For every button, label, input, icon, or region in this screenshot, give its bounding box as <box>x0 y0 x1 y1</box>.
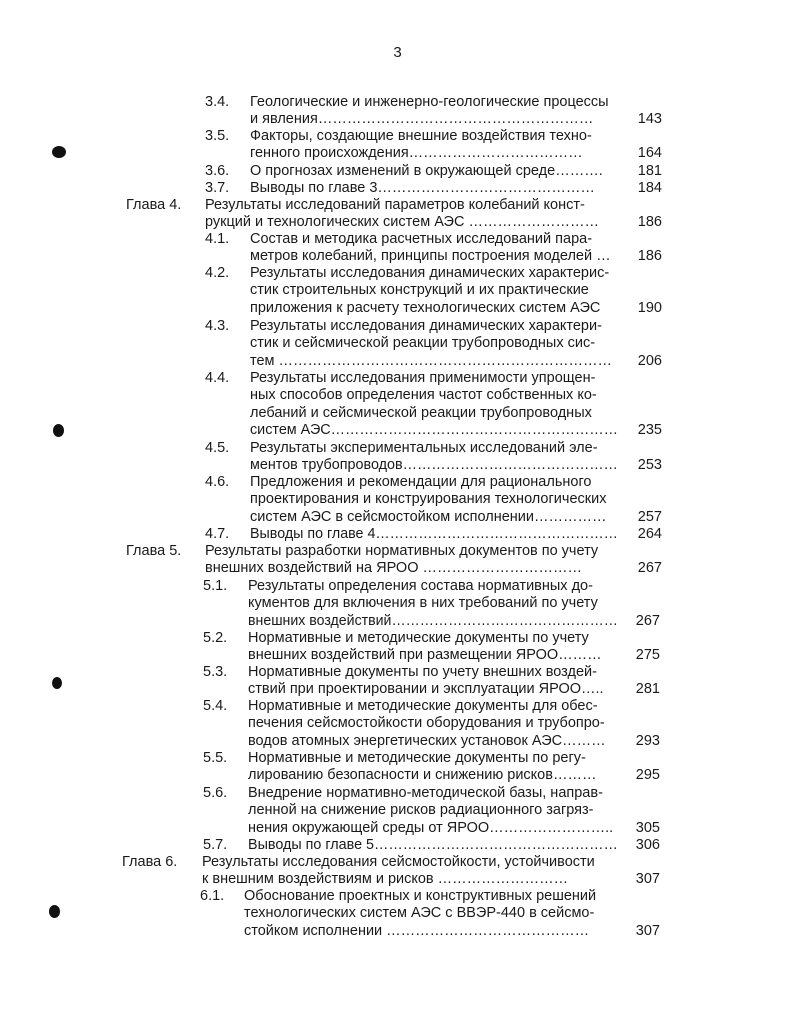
toc-entry-number: 3.4. <box>205 94 230 110</box>
toc-entry-title-line: тем …………………………………………………………… <box>250 352 613 369</box>
toc-entry-title-line: и явления………………………………………………… <box>250 111 594 128</box>
toc-page-number: 184 <box>637 180 662 196</box>
toc-entry-title-line: водов атомных энергетических установок АЭС……… <box>248 732 606 749</box>
toc-entry-number: 5.6. <box>203 785 228 801</box>
toc-page-number: 164 <box>637 145 662 162</box>
toc-entry-number: 4.2. <box>205 265 230 281</box>
toc-entry-title-line: стойком исполнении …………………………………… <box>244 922 590 939</box>
toc-entry-title-line: Результаты исследования применимости упрощен- <box>250 370 596 386</box>
toc-entry-number: 3.5. <box>205 128 230 144</box>
toc-page-number: 307 <box>635 871 660 888</box>
toc-entry-title-line: метров колебаний, принципы построения моделей … <box>250 248 611 265</box>
toc-entry-title-line: Обоснование проектных и конструктивных решений <box>244 888 597 904</box>
toc-entry-title-line: внешних воздействий на ЯРОО …………………………… <box>205 560 583 577</box>
toc-page-number: 295 <box>635 767 660 784</box>
toc-entry-title-line: систем АЭС в сейсмостойком исполнении…………… <box>250 508 607 525</box>
toc-entry-title-line: Состав и методика расчетных исследований пара- <box>250 231 593 247</box>
toc-entry-title-line: Выводы по главе 3……………………………………… <box>250 180 595 196</box>
toc-entry-title-line: Результаты экспериментальных исследований эле- <box>250 440 598 456</box>
toc-page-number: 253 <box>637 457 662 474</box>
toc-entry-number: Глава 4. <box>126 197 182 213</box>
toc-entry-title-line: приложения к расчету технологических систем АЭС <box>250 299 601 316</box>
toc-entry-title-line: стик строительных конструкций и их практические <box>250 282 589 299</box>
toc-entry-title-line: Факторы, создающие внешние воздействия техно- <box>250 128 592 144</box>
toc-entry-title-line: технологических систем АЭС с ВВЭР-440 в сейсмо- <box>244 905 595 922</box>
toc-page-number: 306 <box>635 837 660 853</box>
toc-entry-number: Глава 5. <box>126 543 182 559</box>
toc-entry-title-line: Результаты определения состава нормативных до- <box>248 578 593 594</box>
ink-blot <box>52 146 66 158</box>
toc-page-number: 267 <box>635 612 660 629</box>
toc-entry-number: 5.7. <box>203 837 228 853</box>
toc-entry-number: 4.5. <box>205 440 230 456</box>
toc-entry-number: 4.7. <box>205 526 230 542</box>
toc-entry-title-line: Внедрение нормативно-методической базы, направ- <box>248 785 603 801</box>
toc-entry-title-line: лебаний и сейсмической реакции трубопроводных <box>250 404 592 421</box>
toc-page-number: 257 <box>637 508 662 525</box>
toc-entry-title-line: систем АЭС…………………………………………………… <box>250 421 619 438</box>
toc-entry-title-line: Предложения и рекомендации для рационального <box>250 474 592 490</box>
toc-entry-title-line: ментов трубопроводов……………………………………… <box>250 457 618 474</box>
toc-entry-title-line: О прогнозах изменений в окружающей среде………. <box>250 163 603 179</box>
toc-entry-title-line: Результаты исследований параметров колебаний конст- <box>205 197 585 213</box>
toc-entry-title-line: Результаты разработки нормативных документов по учету <box>205 543 599 559</box>
toc-page-number: 186 <box>637 248 662 265</box>
toc-entry-title-line: Нормативные и методические документы для обес- <box>248 698 598 714</box>
toc-entry-number: Глава 6. <box>122 854 178 870</box>
toc-entry-number: 4.6. <box>205 474 230 490</box>
toc-entry-title-line: печения сейсмостойкости оборудования и трубопро- <box>248 715 605 732</box>
ink-blot <box>52 677 62 689</box>
toc-entry-number: 5.2. <box>203 630 228 646</box>
toc-entry-title-line: Результаты исследования динамических характерис- <box>250 265 610 281</box>
toc-page-number: 281 <box>635 681 660 698</box>
toc-page-number: 264 <box>637 526 662 542</box>
toc-page-number: 267 <box>637 560 662 577</box>
toc-entry-title-line: внешних воздействий при размещении ЯРОО……… <box>248 647 602 664</box>
toc-entry-title-line: Выводы по главе 5…………………………………………… <box>248 837 618 853</box>
toc-entry-title-line: лированию безопасности и снижению рисков……… <box>248 767 597 784</box>
toc-entry-title-line: к внешним воздействиям и рисков ……………………… <box>202 871 569 888</box>
toc-entry-number: 5.5. <box>203 750 228 766</box>
toc-page-number: 143 <box>637 111 662 128</box>
toc-entry-number: 5.4. <box>203 698 228 714</box>
toc-entry-title-line: Геологические и инженерно-геологические процессы <box>250 94 609 110</box>
toc-entry-title-line: стик и сейсмической реакции трубопроводных сис- <box>250 335 596 352</box>
toc-page-number: 293 <box>635 732 660 749</box>
toc-entry-title-line: нения окружающей среды от ЯРОО…………………….. <box>248 819 614 836</box>
toc-entry-title-line: рукций и технологических систем АЭС ……………………… <box>205 214 599 231</box>
ink-blot <box>49 905 60 918</box>
ink-blot <box>53 424 64 437</box>
toc-entry-number: 6.1. <box>200 888 225 904</box>
toc-entry-title-line: Выводы по главе 4…………………………………………… <box>250 526 618 542</box>
toc-entry-title-line: Нормативные и методические документы по учету <box>248 630 589 646</box>
toc-entry-title-line: кументов для включения в них требований по учету <box>248 595 598 612</box>
toc-page-number: 305 <box>635 819 660 836</box>
toc-page-number: 206 <box>637 352 662 369</box>
toc-page-number: 186 <box>637 214 662 231</box>
page-number: 3 <box>393 44 402 61</box>
toc-entry-title-line: генного происхождения……………………………… <box>250 145 583 162</box>
toc-page-number: 275 <box>635 647 660 664</box>
toc-entry-title-line: внешних воздействий………………………………………… <box>248 612 618 629</box>
toc-entry-title-line: Нормативные и методические документы по регу- <box>248 750 586 766</box>
toc-entry-number: 3.6. <box>205 163 230 179</box>
toc-entry-title-line: Результаты исследования сейсмостойкости, устойчивости <box>202 854 595 870</box>
toc-page-number: 235 <box>637 421 662 438</box>
toc-entry-number: 5.1. <box>203 578 228 594</box>
toc-entry-title-line: ленной на снижение рисков радиационного загряз- <box>248 802 594 819</box>
toc-entry-title-line: ных способов определения частот собственных ко- <box>250 387 597 404</box>
toc-entry-title-line: Результаты исследования динамических характери- <box>250 318 602 334</box>
toc-entry-number: 4.3. <box>205 318 230 334</box>
toc-entry-number: 4.1. <box>205 231 230 247</box>
toc-entry-number: 3.7. <box>205 180 230 196</box>
toc-entry-title-line: ствий при проектировании и эксплуатации ЯРОО….. <box>248 681 604 698</box>
toc-entry-title-line: проектирования и конструирования технологических <box>250 491 607 508</box>
toc-entry-title-line: Нормативные документы по учету внешних воздей- <box>248 664 597 680</box>
toc-page-number: 190 <box>637 299 662 316</box>
toc-page-number: 307 <box>635 922 660 939</box>
toc-entry-number: 5.3. <box>203 664 228 680</box>
toc-page-number: 181 <box>637 163 662 179</box>
toc-entry-number: 4.4. <box>205 370 230 386</box>
